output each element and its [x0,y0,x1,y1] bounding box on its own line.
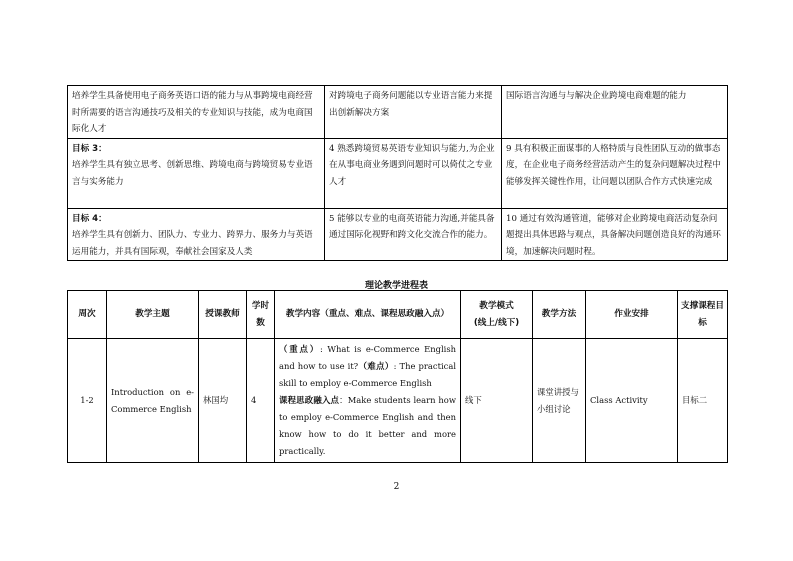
goal-text: 培养学生具备使用电子商务英语口语的能力与从事跨境电商经营时所需要的语言沟通技巧及相关的专业知识与技能，成为电商国际化人才 [72,91,313,134]
goal-row [68,86,728,139]
header-mode-sub: (线上/线下) [473,317,520,328]
teacher-cell: 林国均 [199,339,247,463]
header-week: 周次 [68,291,107,339]
header-content: 教学内容（重点、难点、课程思政融入点） [275,291,461,339]
header-mode-label: 教学模式 [479,300,514,311]
indicator-cell: 9 具有积极正面谋事的人格特质与良性团队互动的做事态度，在企业电子商务经营活动产生的复杂问题解决过程中能够发挥关键性作用，让问题以团队合作方式快速完成 [502,138,728,208]
goal-title: 目标 3： [72,143,107,154]
key-point-text: : What is e-Commerce English and how to use it? [279,344,457,371]
header-goal: 支撑课程目标 [678,291,728,339]
goal-cell [68,208,325,261]
course-goal-table [67,85,728,261]
week-cell: 1-2 [68,339,107,463]
schedule-row [68,339,728,463]
requirement-cell: 5 能够以专业的电商英语能力沟通,并能具备通过国际化视野和跨文化交流合作的能力。 [325,208,502,261]
page-number: 2 [393,482,400,492]
requirement-cell: 4 熟悉跨境贸易英语专业知识与能力,为企业在从事电商业务遇到问题时可以倚仗之专业人才 [325,138,502,208]
teaching-schedule-table [67,290,728,463]
goal-cell [68,86,325,139]
theme-cell: Introduction on e-Commerce English [107,339,199,463]
difficult-point-label: （难点） [358,361,394,371]
mode-cell: 线下 [461,339,533,463]
header-teacher: 授课教师 [199,291,247,339]
header-homework: 作业安排 [586,291,678,339]
ideology-point-text: ：Make students learn how to employ e-Commerce English and then know how to do it better and more practically. [279,395,457,456]
header-method: 教学方法 [533,291,586,339]
goal-cell [68,138,325,208]
requirement-cell: 对跨境电子商务问题能以专业语言能力来提出创新解决方案 [325,86,502,139]
goal-text: 培养学生具有创新力、团队力、专业力、跨界力、服务力与英语运用能力，并具有国际观，奉献社会国家及人类 [72,230,313,257]
indicator-cell: 国际语言沟通与与解决企业跨境电商难题的能力 [502,86,728,139]
goal-text: 培养学生具有独立思考、创新思维、跨境电商与跨境贸易专业语言与实务能力 [72,160,313,187]
key-point-label: （重点） [279,344,321,354]
schedule-title: 理论教学进程表 [364,281,428,291]
ideology-point-label: 课程思政融入点 [279,395,340,405]
homework-cell: Class Activity [586,339,678,463]
hours-cell: 4 [247,339,275,463]
header-theme: 教学主题 [107,291,199,339]
goal-row [68,208,728,261]
method-cell: 课堂讲授与小组讨论 [533,339,586,463]
content-cell [275,339,461,463]
difficult-point-text: : The practical skill to employ e-Commerce English [279,361,457,388]
header-row [68,291,728,339]
indicator-cell: 10 通过有效沟通管道，能够对企业跨境电商活动复杂问题提出具体思路与观点，具备解决问题创造良好的沟通环境，加速解决问题时程。 [502,208,728,261]
header-hours: 学时数 [247,291,275,339]
goal-title: 目标 4： [72,213,107,224]
header-mode [461,291,533,339]
goal-cell: 目标二 [678,339,728,463]
goal-row [68,138,728,208]
